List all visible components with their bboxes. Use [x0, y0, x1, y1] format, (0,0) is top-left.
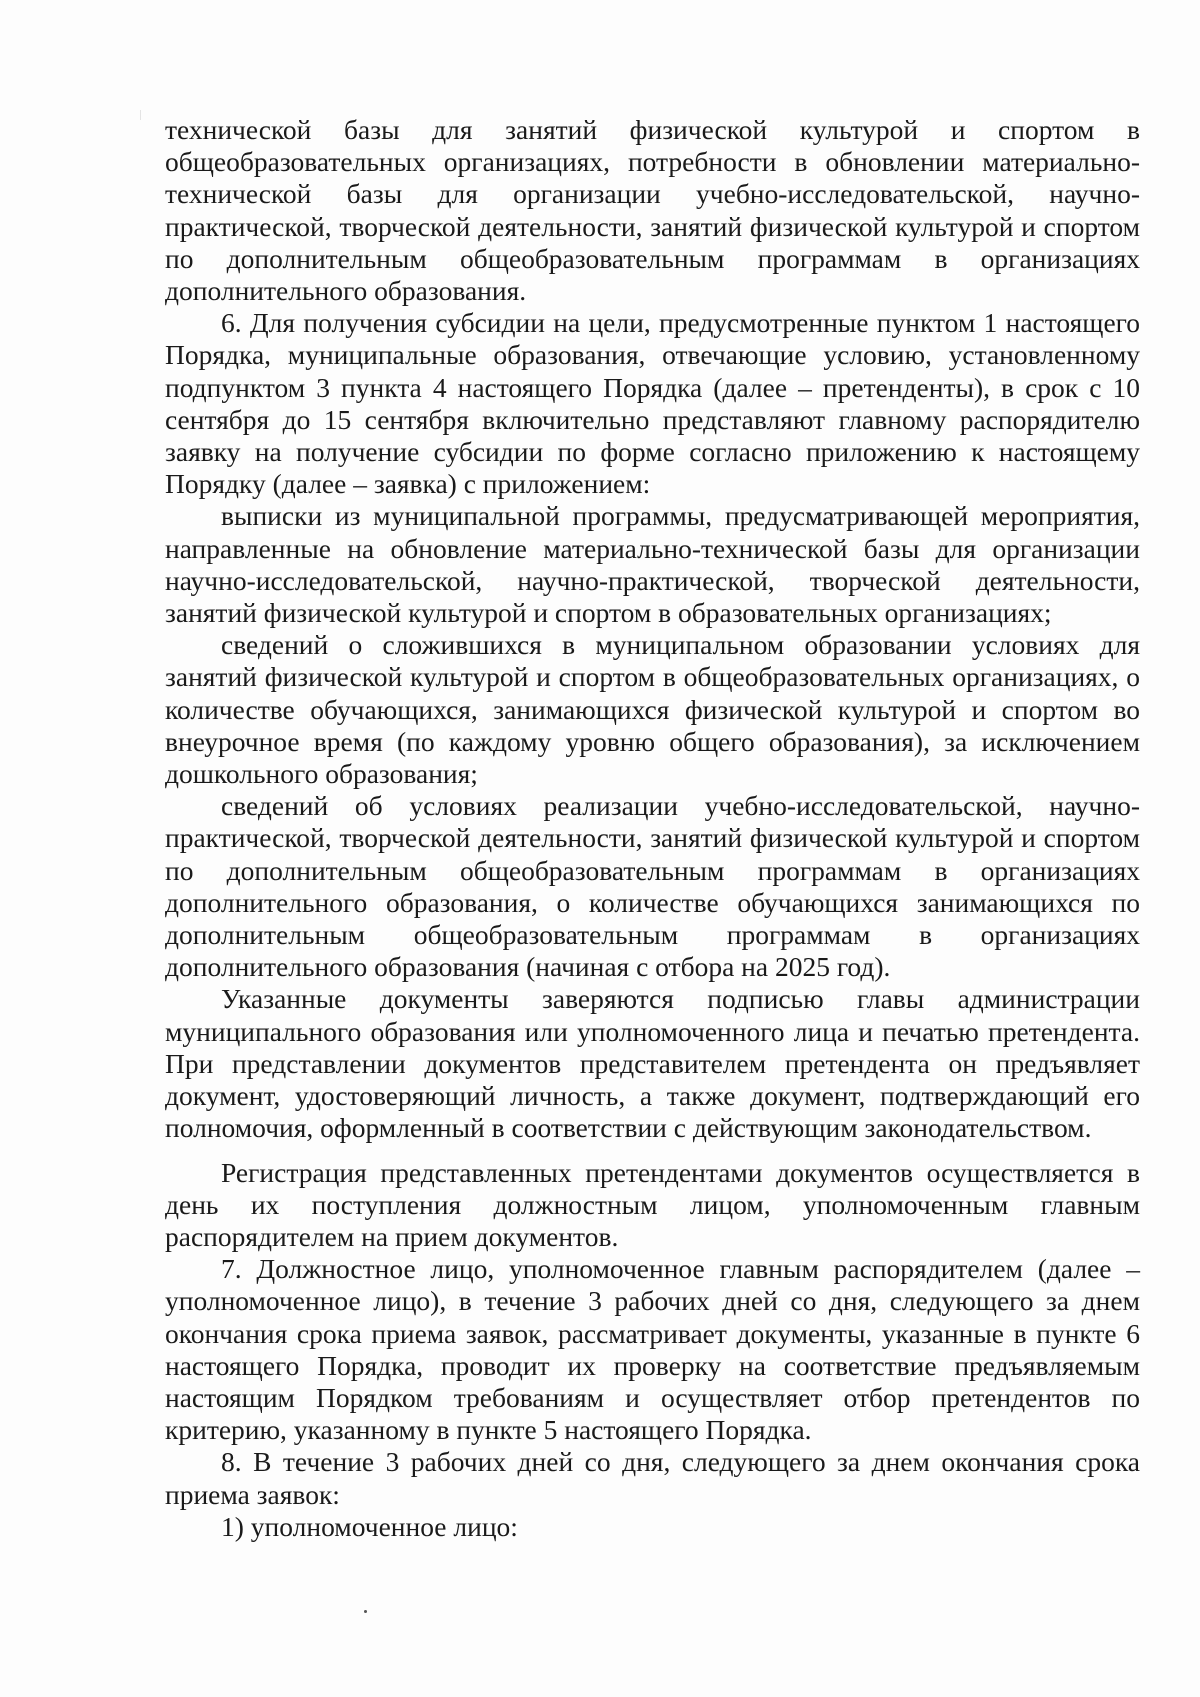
paragraph-6-item-implementation: сведений об условиях реализации учебно-исследовательской, научно-практической, творческой деятельности, занятий физической культурой и спортом по дополнительным общеобразовательным программам в организациях дополнительного образования, о количестве обучающихся занимающихся по дополнительным общеобразовательным программам в организациях дополнительного образования (начиная с отбора на 2025 год). — [165, 790, 1140, 983]
paragraph-8: 8. В течение 3 рабочих дней со дня, следующего за днем окончания срока приема заявок: — [165, 1446, 1140, 1510]
paragraph-7: 7. Должностное лицо, уполномоченное главным распорядителем (далее – уполномоченное лицо), в течение 3 рабочих дней со дня, следующего за днем окончания срока приема заявок, рассматривает документы, указанные в пункте 6 настоящего Порядка, проводит их проверку на соответствие предъявляемым настоящим Порядком требованиям и осуществляет отбор претендентов по критерию, указанному в пункте 5 настоящего Порядка. — [165, 1253, 1140, 1446]
paragraph-8-subitem-1: 1) уполномоченное лицо: — [221, 1510, 518, 1542]
paragraph-6-item-conditions: сведений о сложившихся в муниципальном образовании условиях для занятий физической культурой и спортом в общеобразовательных организациях, о количестве обучающихся, занимающихся физической культурой и спортом во внеурочное время (по каждому уровню общего образования), за исключением дошкольного образования; — [165, 629, 1140, 790]
paragraph-6-certification: Указанные документы заверяются подписью главы администрации муниципального образования или уполномоченного лица и печатью претендента. При представлении документов представителем претендента он предъявляет документ, удостоверяющий личность, а также документ, подтверждающий его полномочия, оформленный в соответствии с действующим законодательством. — [165, 983, 1140, 1144]
scan-speck — [364, 1610, 367, 1613]
paragraph-6-registration: Регистрация представленных претендентами документов осуществляется в день их поступления должностным лицом, уполномоченным главным распорядителем на прием документов. — [165, 1156, 1140, 1252]
document-body — [165, 114, 1140, 1543]
scan-artifact — [140, 110, 141, 120]
paragraph-6-item-extracts: выписки из муниципальной программы, предусматривающей мероприятия, направленные на обновление материально-технической базы для организации научно-исследовательской, научно-практической, творческой деятельности, занятий физической культурой и спортом в образовательных организациях; — [165, 500, 1140, 629]
paragraph-6: 6. Для получения субсидии на цели, предусмотренные пунктом 1 настоящего Порядка, муниципальные образования, отвечающие условию, установленному подпунктом 3 пункта 4 настоящего Порядка (далее – претенденты), в срок с 10 сентября до 15 сентября включительно представляют главному распорядителю заявку на получение субсидии по форме согласно приложению к настоящему Порядку (далее – заявка) с приложением: — [165, 307, 1140, 500]
paragraph-5-continuation: технической базы для занятий физической культурой и спортом в общеобразовательных организациях, потребности в обновлении материально-технической базы для организации учебно-исследовательской, научно-практической, творческой деятельности, занятий физической культурой и спортом по дополнительным общеобразовательным программам в организациях дополнительного образования. — [165, 114, 1140, 307]
